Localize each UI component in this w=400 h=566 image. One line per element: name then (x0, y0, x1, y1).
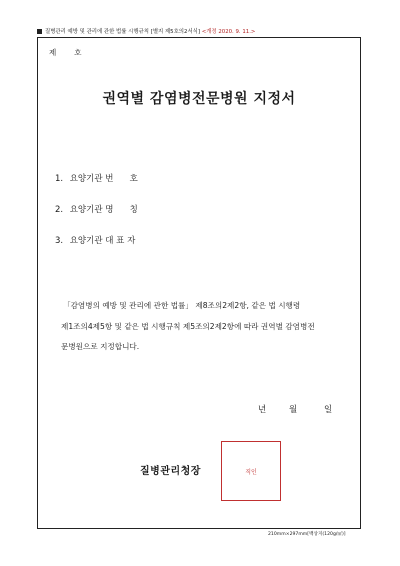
paragraph-line: 「감염병의 예방 및 관리에 관한 법률」 제8조의2제2항, 같은 법 시행령 (63, 301, 301, 310)
square-bullet-icon (37, 29, 42, 34)
field-label: 요양기관 명 칭 (69, 205, 138, 215)
field-number: 1. (55, 174, 64, 184)
document-title: 권역별 감염병전문병원 지정서 (102, 91, 296, 107)
issuer-name: 질병관리청장 (140, 466, 201, 477)
date-month: 월 (289, 405, 298, 415)
revision-date: <개정 2020. 9. 11.> (201, 29, 256, 35)
field-number: 2. (55, 205, 64, 215)
document-number (49, 47, 82, 58)
date-year: 년 (258, 405, 267, 415)
official-seal-box (221, 441, 281, 501)
document-frame (37, 37, 361, 529)
field-institution-name (55, 203, 138, 215)
field-institution-representative (55, 234, 135, 246)
field-label: 요양기관 대 표 자 (69, 236, 136, 246)
number-suffix: 호 (74, 48, 82, 57)
paragraph-line: 제1조의4제5항 및 같은 법 시행규칙 제5조의2제2항에 따라 권역별 감염병전 (61, 321, 315, 331)
field-number: 3. (55, 236, 64, 246)
designation-paragraph (63, 296, 353, 358)
date-day: 일 (324, 405, 333, 415)
seal-label: 직인 (245, 469, 257, 476)
paper-spec-footer: 210mm×297mm[백상지(120g/㎡)] (268, 532, 346, 537)
form-header-text: 질병관리 예방 및 관리에 관한 법률 시행규칙 [별지 제5호의2서식] (45, 29, 200, 35)
field-label: 요양기관 번 호 (69, 174, 138, 184)
paragraph-line: 문병원으로 지정합니다. (61, 342, 140, 351)
number-prefix: 제 (49, 48, 57, 57)
field-institution-number (55, 172, 138, 184)
form-header (37, 27, 367, 35)
